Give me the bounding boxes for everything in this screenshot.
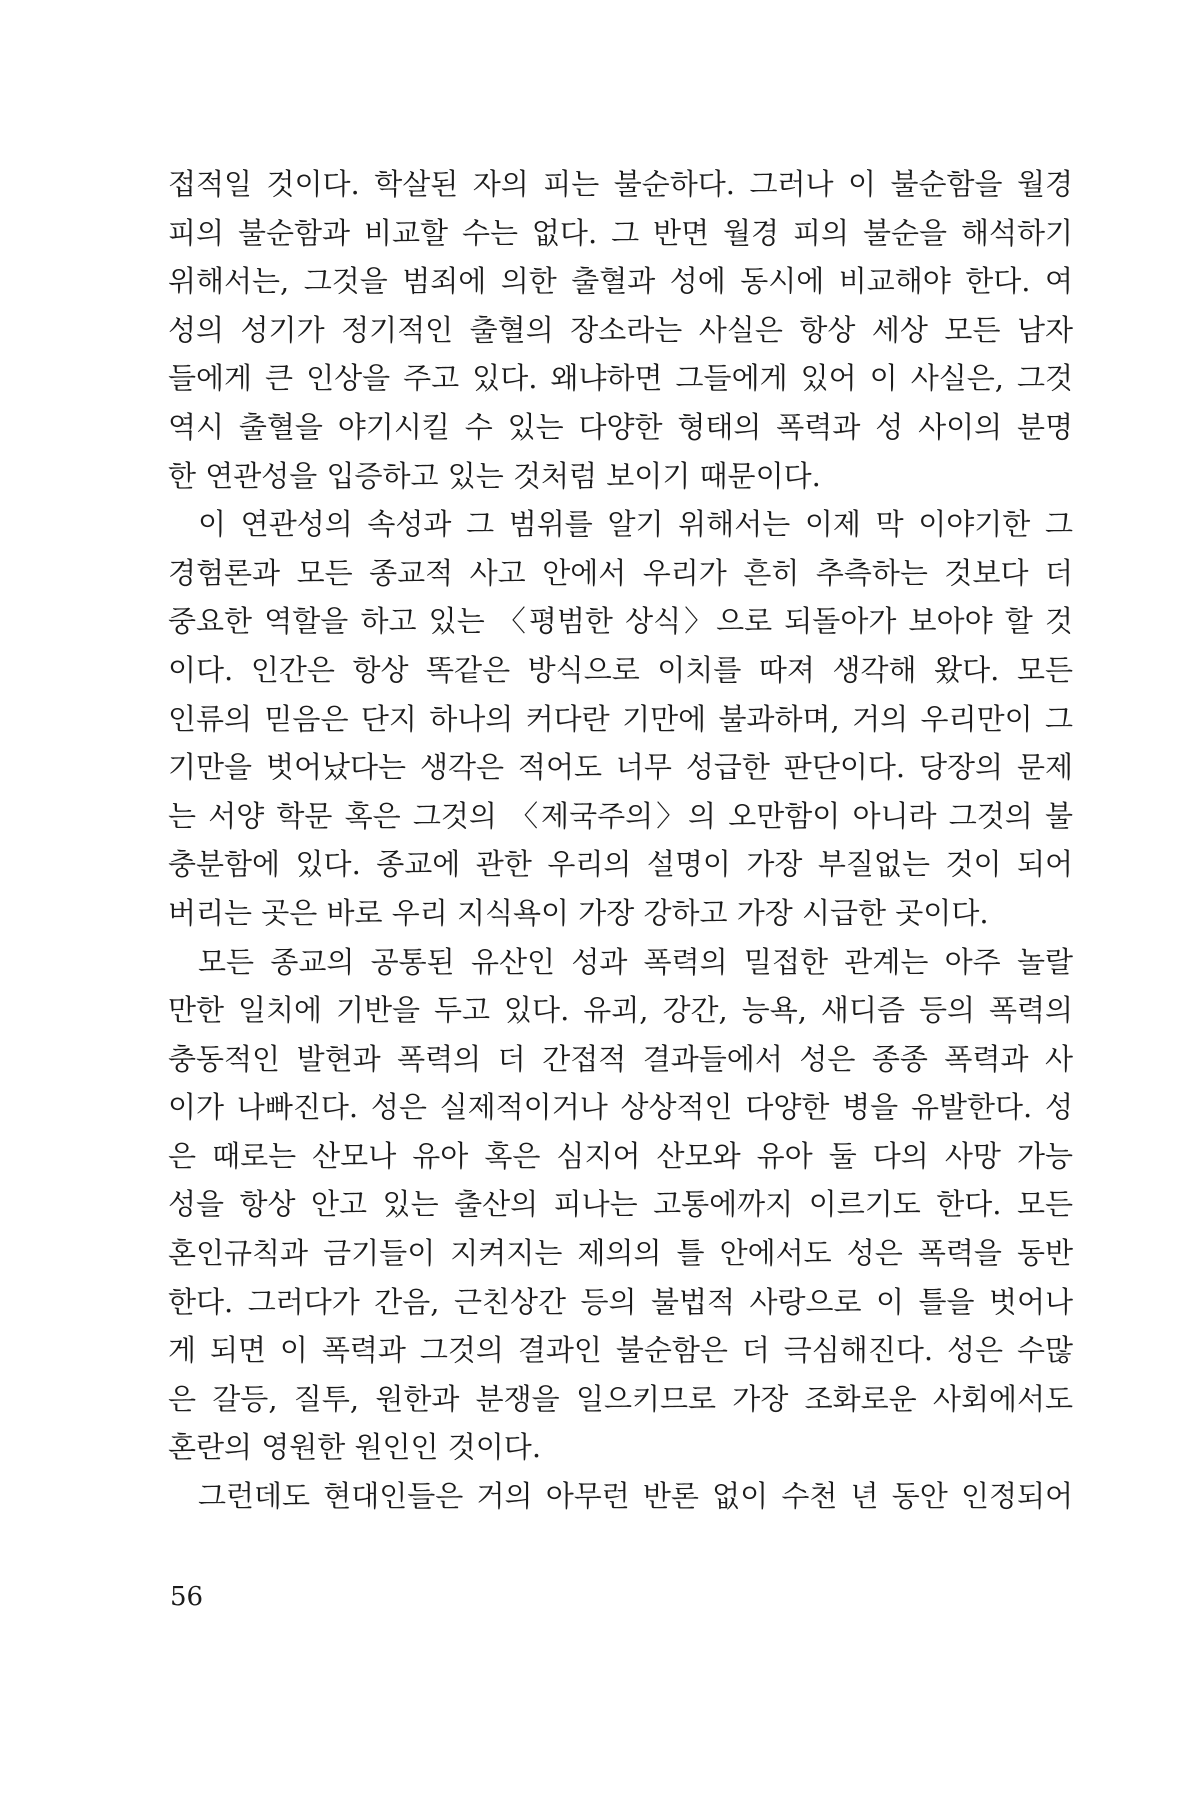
text-line: 성을 항상 안고 있는 출산의 피나는 고통에까지 이르기도 한다. 모든	[168, 1187, 1073, 1222]
text-line: 역시 출혈을 야기시킬 수 있는 다양한 형태의 폭력과 성 사이의 분명	[168, 409, 1073, 444]
text-line: 피의 불순함과 비교할 수는 없다. 그 반면 월경 피의 불순을 해석하기	[168, 215, 1073, 250]
text-line: 기만을 벗어났다는 생각은 적어도 너무 성급한 판단이다. 당장의 문제	[168, 750, 1073, 785]
text-line: 한 연관성을 입증하고 있는 것처럼 보이기 때문이다.	[168, 458, 821, 493]
text-line: 경험론과 모든 종교적 사고 안에서 우리가 흔히 추측하는 것보다 더	[168, 555, 1073, 590]
text-line: 이다. 인간은 항상 똑같은 방식으로 이치를 따져 생각해 왔다. 모든	[168, 652, 1073, 687]
text-line: 중요한 역할을 하고 있는 〈평범한 상식〉으로 되돌아가 보아야 할 것	[168, 604, 1073, 639]
text-line: 한다. 그러다가 간음, 근친상간 등의 불법적 사랑으로 이 틀을 벗어나	[168, 1284, 1073, 1319]
text-line: 버리는 곳은 바로 우리 지식욕이 가장 강하고 가장 시급한 곳이다.	[168, 895, 989, 930]
text-line: 게 되면 이 폭력과 그것의 결과인 불순함은 더 극심해진다. 성은 수많	[168, 1333, 1073, 1368]
page-number: 56	[170, 1582, 204, 1612]
text-line: 은 때로는 산모나 유아 혹은 심지어 산모와 유아 둘 다의 사망 가능	[168, 1138, 1073, 1173]
text-line: 충동적인 발현과 폭력의 더 간접적 결과들에서 성은 종종 폭력과 사	[168, 1041, 1073, 1076]
text-line: 접적일 것이다. 학살된 자의 피는 불순하다. 그러나 이 불순함을 월경	[168, 167, 1073, 201]
text-line: 들에게 큰 인상을 주고 있다. 왜냐하면 그들에게 있어 이 사실은, 그것	[168, 361, 1073, 396]
text-line: 혼란의 영원한 원인인 것이다.	[168, 1430, 542, 1465]
text-line: 모든 종교의 공통된 유산인 성과 폭력의 밀접한 관계는 아주 놀랄	[198, 944, 1073, 979]
text-line: 이 연관성의 속성과 그 범위를 알기 위해서는 이제 막 이야기한 그	[198, 507, 1073, 542]
body-text	[168, 160, 1073, 1521]
text-line: 인류의 믿음은 단지 하나의 커다란 기만에 불과하며, 거의 우리만이 그	[168, 701, 1073, 736]
text-line: 그런데도 현대인들은 거의 아무런 반론 없이 수천 년 동안 인정되어	[198, 1479, 1073, 1514]
text-line: 충분함에 있다. 종교에 관한 우리의 설명이 가장 부질없는 것이 되어	[168, 847, 1073, 882]
text-line: 위해서는, 그것을 범죄에 의한 출혈과 성에 동시에 비교해야 한다. 여	[168, 264, 1073, 299]
text-line: 는 서양 학문 혹은 그것의 〈제국주의〉의 오만함이 아니라 그것의 불	[168, 798, 1073, 833]
text-line: 은 갈등, 질투, 원한과 분쟁을 일으키므로 가장 조화로운 사회에서도	[168, 1381, 1073, 1416]
text-line: 성의 성기가 정기적인 출혈의 장소라는 사실은 항상 세상 모든 남자	[168, 312, 1073, 347]
text-line: 이가 나빠진다. 성은 실제적이거나 상상적인 다양한 병을 유발한다. 성	[168, 1090, 1073, 1125]
text-line: 만한 일치에 기반을 두고 있다. 유괴, 강간, 능욕, 새디즘 등의 폭력의	[168, 993, 1073, 1028]
text-line: 혼인규칙과 금기들이 지켜지는 제의의 틀 안에서도 성은 폭력을 동반	[168, 1236, 1073, 1271]
